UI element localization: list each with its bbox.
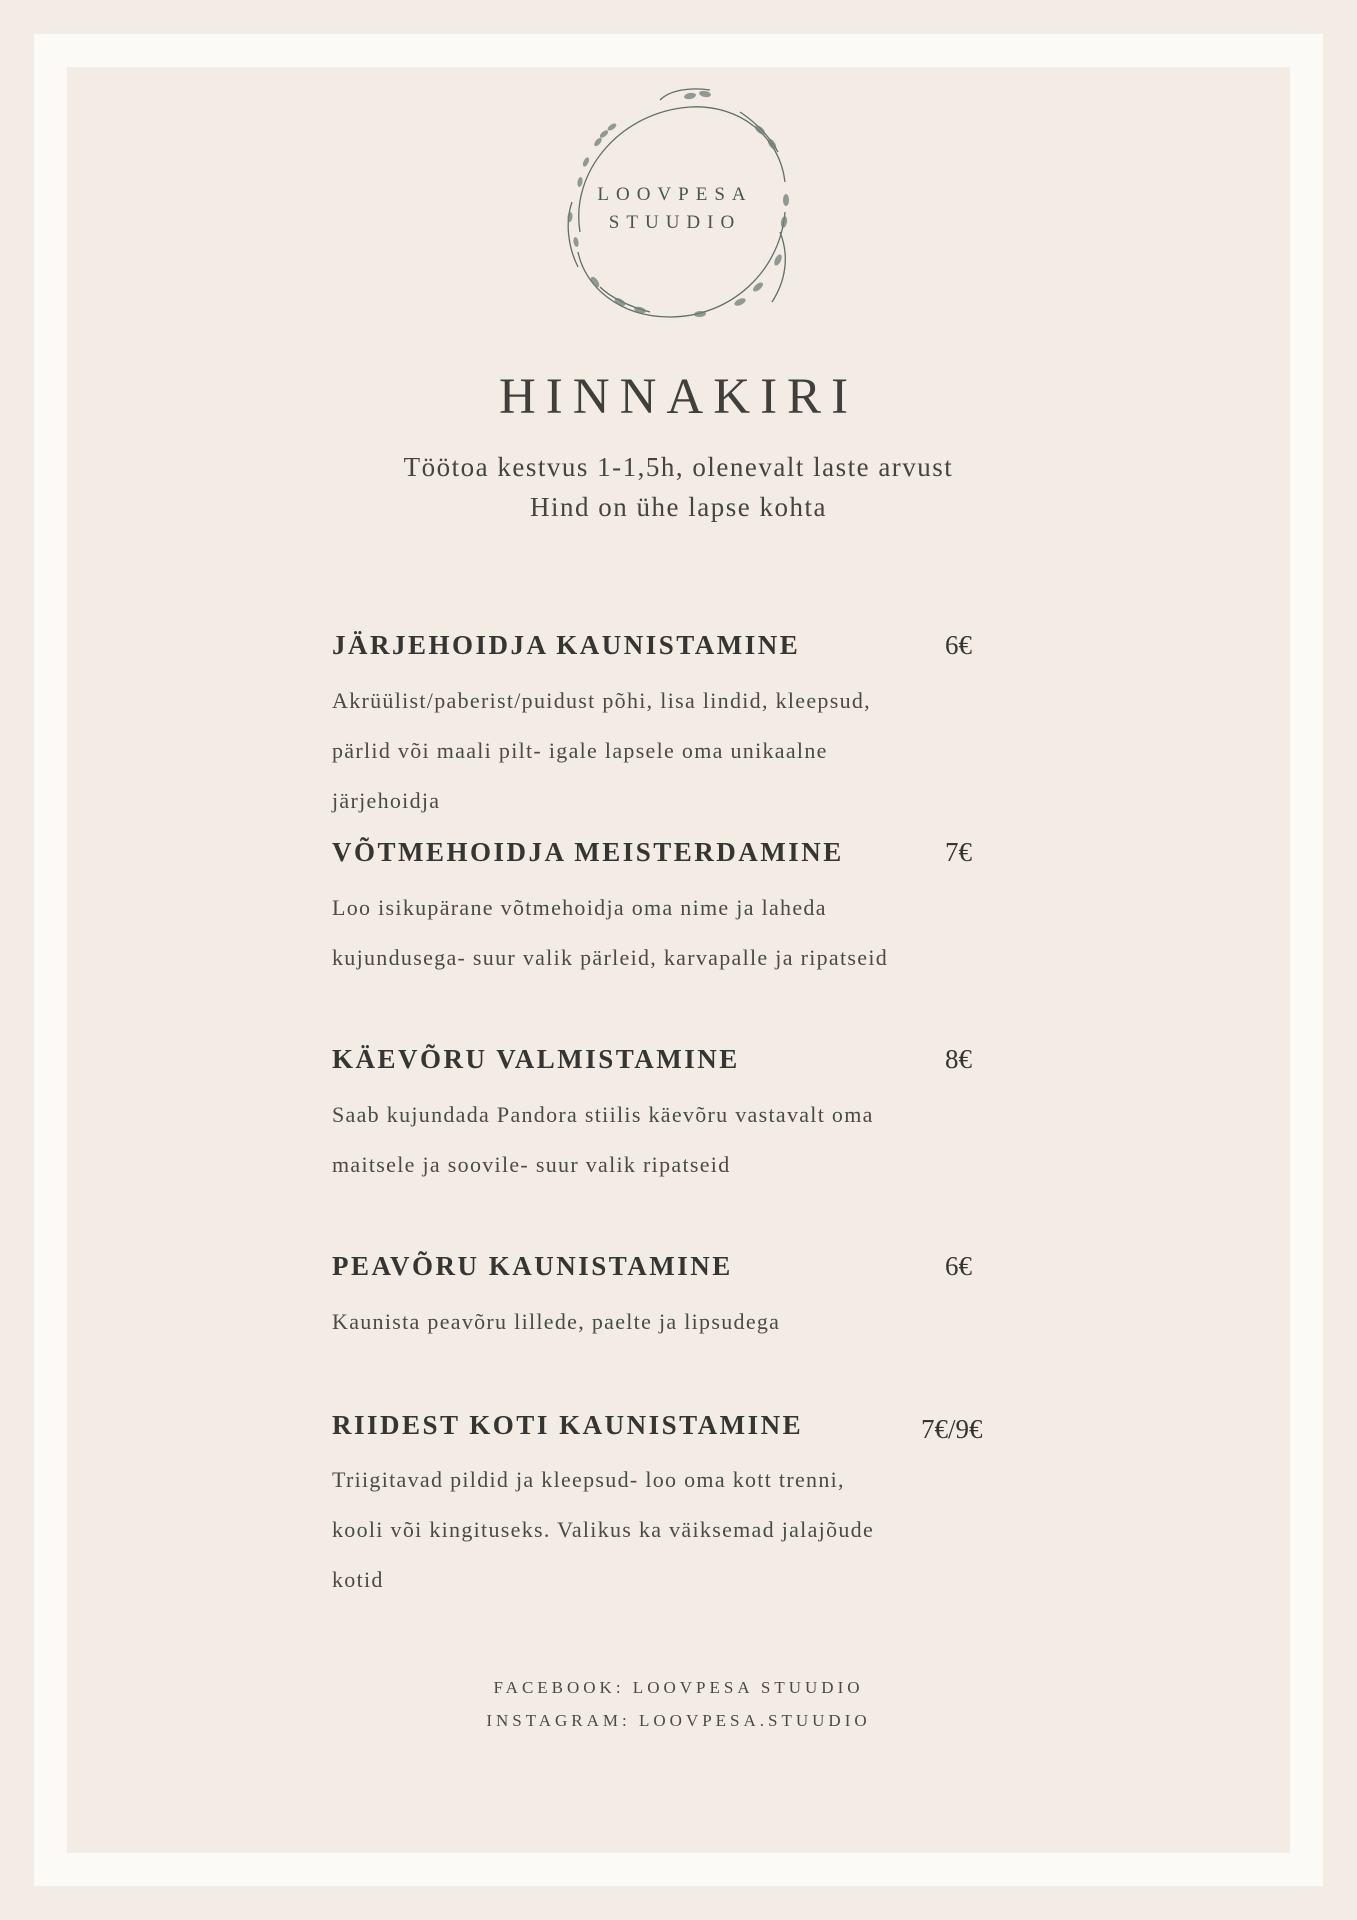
footer-instagram: INSTAGRAM: LOOVPESA.STUUDIO (486, 1711, 871, 1730)
item-desc-headband: Kaunista peavõru lillede, paelte ja lipsudega (332, 1309, 781, 1334)
item-price-keychain: 7€ (945, 837, 972, 867)
item-title-bookmark: JÄRJEHOIDJA KAUNISTAMINE (332, 630, 801, 660)
item-desc-fabric-bag: Triigitavad pildid ja kleepsud- loo oma kott trenni, kooli või kingituseks. Valikus ka väiksemad jalajõude kotid (332, 1467, 875, 1592)
item-desc-keychain: Loo isikupärane võtmehoidja oma nime ja laheda kujundusega- suur valik pärleid, karvapalle ja ripatseid (332, 895, 889, 970)
item-title-headband: PEAVÕRU KAUNISTAMINE (332, 1251, 733, 1281)
item-price-bracelet: 8€ (945, 1044, 972, 1074)
subtitle-duration: Töötoa kestvus 1-1,5h, olenevalt laste arvust (403, 452, 954, 482)
studio-logo (540, 82, 810, 342)
footer-facebook: FACEBOOK: LOOVPESA STUUDIO (493, 1678, 864, 1697)
item-title-bracelet: KÄEVÕRU VALMISTAMINE (332, 1044, 740, 1074)
item-desc-bracelet: Saab kujundada Pandora stiilis käevõru vastavalt oma maitsele ja soovile- suur valik ripatseid (332, 1102, 874, 1177)
item-title-keychain: VÕTMEHOIDJA MEISTERDAMINE (332, 837, 844, 867)
item-price-fabric-bag: 7€/9€ (921, 1414, 983, 1444)
logo-text-line2: STUUDIO (608, 212, 742, 233)
item-desc-bookmark: Akrüülist/paberist/puidust põhi, lisa lindid, kleepsud, pärlid või maali pilt- igale lapsele oma unikaalne järjehoidja (332, 688, 871, 813)
item-title-fabric-bag: RIIDEST KOTI KAUNISTAMINE (332, 1410, 804, 1440)
page-title: HINNAKIRI (498, 369, 859, 425)
logo-text-line1: LOOVPESA (597, 184, 753, 205)
item-price-bookmark: 6€ (945, 630, 972, 660)
subtitle-price-note: Hind on ühe lapse kohta (530, 492, 827, 522)
item-price-headband: 6€ (945, 1251, 972, 1281)
